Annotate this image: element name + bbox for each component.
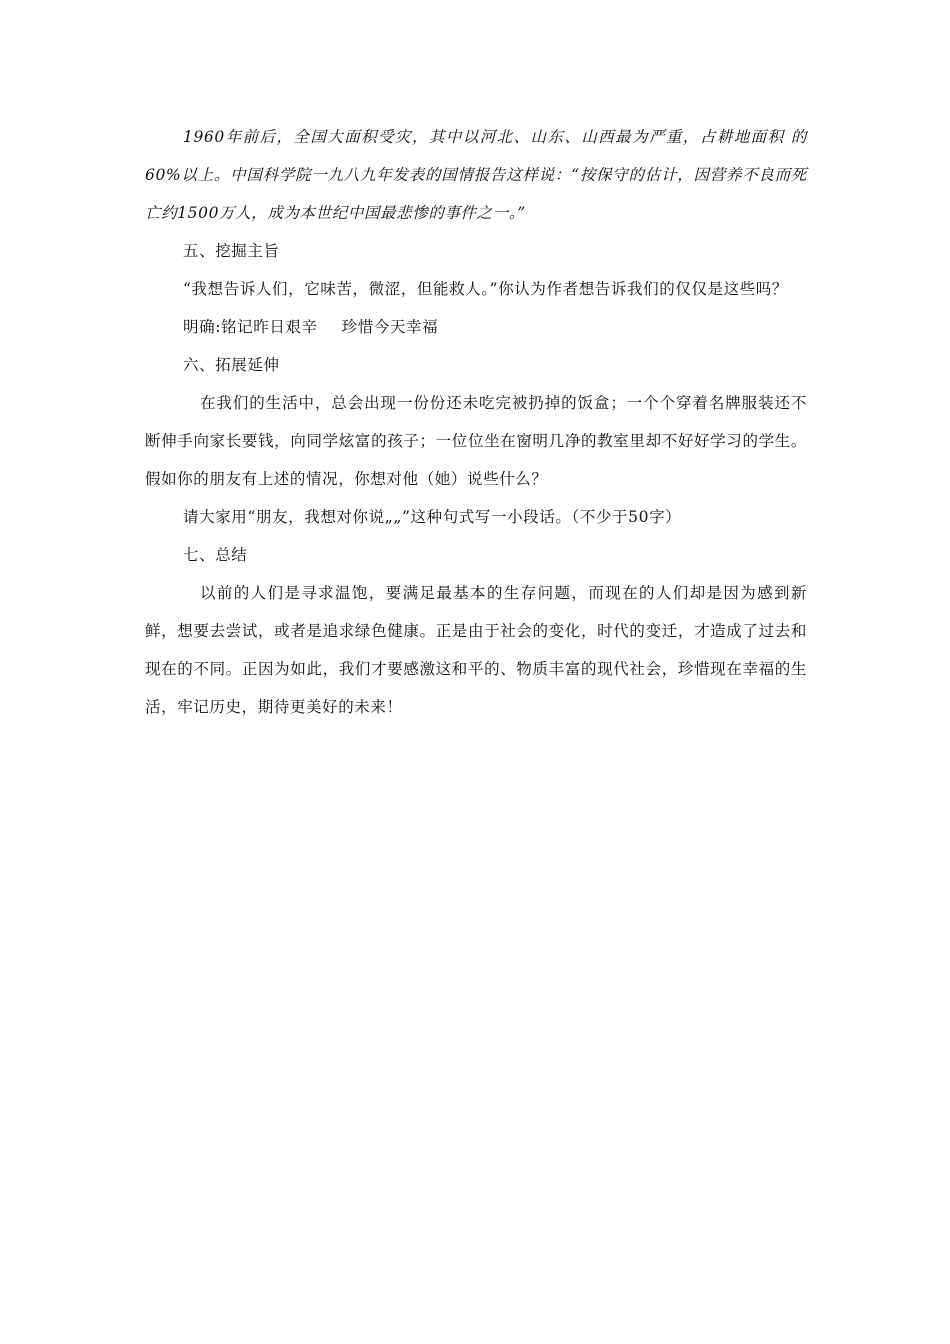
clarify-line bbox=[145, 308, 807, 346]
clarify-label: 明确:铭记昨日艰辛 bbox=[183, 318, 318, 336]
section-heading-summary: 七、总结 bbox=[183, 546, 248, 564]
document-body bbox=[145, 118, 807, 726]
section-heading-theme: 五、挖掘主旨 bbox=[183, 242, 280, 260]
clarify-value: 珍惜今天幸福 bbox=[341, 318, 439, 336]
extension-paragraph: 在我们的生活中，总会出现一份份还未吃完被扔掉的饭盒；一个个穿着名牌服装还不断伸手向家长要钱，向同学炫富的孩子；一位位坐在窗明几净的教室里却不好好学习的学生。假如你的朋友有上述的情况，你想对他（她）说些什么？ bbox=[145, 394, 807, 488]
theme-question-paragraph: “我想告诉人们，它味苦，微涩，但能救人。”你认为作者想告诉我们的仅仅是这些吗？ bbox=[183, 280, 789, 298]
history-paragraph: 1960年前后，全国大面积受灾，其中以河北、山东、山西最为严重，占耕地面积 的60%以上。中国科学院一九八九年发表的国情报告这样说：“按保守的估计，因营养不良而死亡约1500万人，成为本世纪中国最悲惨的事件之一。” bbox=[145, 128, 807, 222]
writing-task-paragraph: 请大家用“朋友，我想对你说„„”这种句式写一小段话。（不少于50字） bbox=[183, 508, 682, 526]
section-heading-extension: 六、拓展延伸 bbox=[183, 356, 280, 374]
summary-paragraph: 以前的人们是寻求温饱，要满足最基本的生存问题，而现在的人们却是因为感到新鲜，想要去尝试，或者是追求绿色健康。正是由于社会的变化，时代的变迁，才造成了过去和现在的不同。正因为如此，我们才要感激这和平的、物质丰富的现代社会，珍惜现在幸福的生活，牢记历史，期待更美好的未来！ bbox=[145, 584, 807, 716]
